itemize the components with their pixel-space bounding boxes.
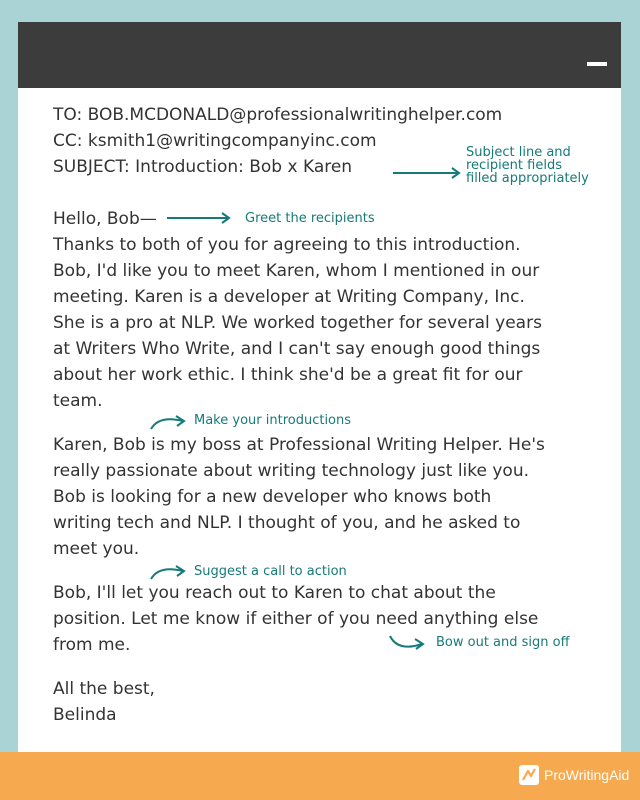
minimize-button[interactable] bbox=[587, 62, 607, 66]
annotation-greet: Greet the recipients bbox=[245, 211, 375, 226]
body-line: Karen, Bob is my boss at Professional Writing Helper. He's bbox=[53, 435, 545, 455]
annotation-bowout: Bow out and sign off bbox=[436, 635, 570, 650]
curved-arrow-icon bbox=[149, 563, 187, 581]
prowritingaid-logo-icon bbox=[519, 765, 539, 785]
window-titlebar bbox=[18, 22, 621, 88]
body-line: She is a pro at NLP. We worked together for several years bbox=[53, 313, 542, 333]
body-line: Bob, I'd like you to meet Karen, whom I mentioned in our bbox=[53, 261, 540, 281]
logo-text: ProWritingAid bbox=[544, 767, 630, 783]
body-line: at Writers Who Write, and I can't say enough good things bbox=[53, 339, 541, 359]
body-line: Bob is looking for a new developer who knows both bbox=[53, 487, 492, 507]
body-line: writing tech and NLP. I thought of you, and he asked to bbox=[53, 513, 521, 533]
body-line: position. Let me know if either of you need anything else bbox=[53, 609, 539, 629]
subject-field: SUBJECT: Introduction: Bob x Karen bbox=[53, 157, 353, 177]
brand-logo bbox=[519, 764, 629, 786]
body-line: from me. bbox=[53, 635, 131, 655]
annotation-intro: Make your introductions bbox=[194, 413, 352, 428]
annotation-subject-line2: recipient fields bbox=[466, 158, 562, 173]
body-line: about her work ethic. I think she'd be a great fit for our bbox=[53, 365, 523, 385]
annotation-cta: Suggest a call to action bbox=[194, 564, 347, 579]
curved-arrow-icon bbox=[388, 634, 428, 654]
body-line: really passionate about writing technology just like you. bbox=[53, 461, 530, 481]
annotation-subject-line3: filled appropriately bbox=[466, 171, 589, 186]
body-line: team. bbox=[53, 391, 103, 411]
cc-field: CC: ksmith1@writingcompanyinc.com bbox=[53, 131, 377, 151]
signature: Belinda bbox=[53, 705, 117, 725]
greeting: Hello, Bob— bbox=[53, 209, 157, 229]
annotation-subject-line1: Subject line and bbox=[466, 145, 571, 160]
arrow-right-icon bbox=[392, 166, 464, 180]
to-field: TO: BOB.MCDONALD@professionalwritinghelper.com bbox=[53, 105, 503, 125]
body-line: meet you. bbox=[53, 539, 140, 559]
curved-arrow-icon bbox=[149, 413, 187, 431]
signoff-line: All the best, bbox=[53, 679, 155, 699]
body-line: meeting. Karen is a developer at Writing Company, Inc. bbox=[53, 287, 525, 307]
body-line: Thanks to both of you for agreeing to this introduction. bbox=[53, 235, 521, 255]
body-line: Bob, I'll let you reach out to Karen to chat about the bbox=[53, 583, 496, 603]
arrow-right-icon bbox=[166, 211, 234, 225]
